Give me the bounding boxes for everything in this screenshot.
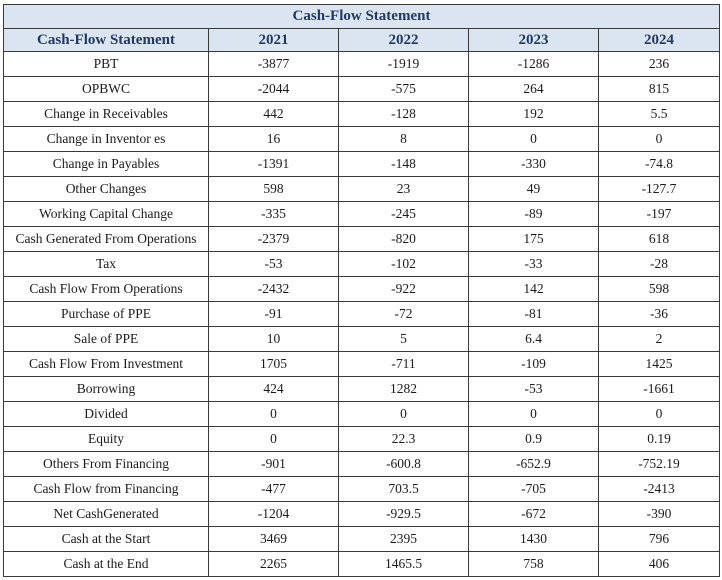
table-body [4,52,720,577]
row-label-cell: Change in Payables [4,152,209,177]
value-cell: 0 [339,402,469,427]
row-label-cell: Cash Flow From Operations [4,277,209,302]
row-label-cell: Cash at the End [4,552,209,577]
value-cell: 6.4 [469,327,599,352]
table-title: Cash-Flow Statement [4,5,720,29]
table-row [4,252,720,277]
value-cell: -1204 [209,502,339,527]
row-label-cell: Others From Financing [4,452,209,477]
value-cell: 758 [469,552,599,577]
value-cell: 598 [599,277,720,302]
value-cell: 406 [599,552,720,577]
value-cell: -33 [469,252,599,277]
row-label-cell: Borrowing [4,377,209,402]
table-row [4,427,720,452]
value-cell: -197 [599,202,720,227]
value-cell: 22.3 [339,427,469,452]
table-row [4,127,720,152]
value-cell: 2265 [209,552,339,577]
row-label-cell: PBT [4,52,209,77]
table-row [4,77,720,102]
value-cell: 5.5 [599,102,720,127]
row-label-cell: Cash at the Start [4,527,209,552]
header-row [4,29,720,52]
value-cell: -72 [339,302,469,327]
table-row [4,527,720,552]
table-row [4,152,720,177]
row-label-cell: Purchase of PPE [4,302,209,327]
table-row [4,352,720,377]
value-cell: -477 [209,477,339,502]
value-cell: -109 [469,352,599,377]
value-cell: -600.8 [339,452,469,477]
value-cell: -2044 [209,77,339,102]
value-cell: 192 [469,102,599,127]
value-cell: 0 [209,427,339,452]
value-cell: 0.9 [469,427,599,452]
value-cell: -53 [209,252,339,277]
value-cell: 236 [599,52,720,77]
value-cell: -922 [339,277,469,302]
value-cell: -2413 [599,477,720,502]
table-row [4,377,720,402]
table-row [4,402,720,427]
value-cell: 598 [209,177,339,202]
row-label-cell: Divided [4,402,209,427]
value-cell: 2 [599,327,720,352]
value-cell: 703.5 [339,477,469,502]
value-cell: 815 [599,77,720,102]
table-row [4,52,720,77]
row-label-cell: Cash Flow From Investment [4,352,209,377]
table-row [4,552,720,577]
table-row [4,202,720,227]
value-cell: 0 [209,402,339,427]
value-cell: -390 [599,502,720,527]
value-cell: -102 [339,252,469,277]
value-cell: -3877 [209,52,339,77]
value-cell: -672 [469,502,599,527]
value-cell: -929.5 [339,502,469,527]
row-label-cell: Tax [4,252,209,277]
value-cell: -1391 [209,152,339,177]
value-cell: 16 [209,127,339,152]
value-cell: -127.7 [599,177,720,202]
row-label-cell: OPBWC [4,77,209,102]
value-cell: 618 [599,227,720,252]
value-cell: -820 [339,227,469,252]
row-label-cell: Sale of PPE [4,327,209,352]
cash-flow-table [3,4,720,577]
value-cell: 1465.5 [339,552,469,577]
value-cell: 2395 [339,527,469,552]
value-cell: -28 [599,252,720,277]
table-row [4,277,720,302]
row-label-cell: Cash Generated From Operations [4,227,209,252]
header-cell-2024: 2024 [599,29,720,52]
value-cell: -752.19 [599,452,720,477]
row-label-cell: Cash Flow from Financing [4,477,209,502]
value-cell: 0 [599,127,720,152]
table-row [4,452,720,477]
value-cell: 10 [209,327,339,352]
row-label-cell: Working Capital Change [4,202,209,227]
title-row [4,5,720,29]
header-cell-2021: 2021 [209,29,339,52]
cash-flow-table-container [3,4,719,577]
value-cell: 1705 [209,352,339,377]
value-cell: -148 [339,152,469,177]
value-cell: 1425 [599,352,720,377]
value-cell: -53 [469,377,599,402]
table-row [4,502,720,527]
value-cell: 442 [209,102,339,127]
value-cell: -652.9 [469,452,599,477]
value-cell: 5 [339,327,469,352]
value-cell: 8 [339,127,469,152]
value-cell: 0 [599,402,720,427]
value-cell: 3469 [209,527,339,552]
value-cell: 0 [469,402,599,427]
value-cell: -2379 [209,227,339,252]
value-cell: -89 [469,202,599,227]
value-cell: 23 [339,177,469,202]
value-cell: -91 [209,302,339,327]
value-cell: -1919 [339,52,469,77]
value-cell: 424 [209,377,339,402]
value-cell: -1286 [469,52,599,77]
value-cell: -36 [599,302,720,327]
value-cell: 49 [469,177,599,202]
value-cell: -330 [469,152,599,177]
row-label-cell: Other Changes [4,177,209,202]
table-row [4,102,720,127]
value-cell: 142 [469,277,599,302]
value-cell: 1282 [339,377,469,402]
value-cell: -705 [469,477,599,502]
value-cell: 0.19 [599,427,720,452]
value-cell: 0 [469,127,599,152]
value-cell: -901 [209,452,339,477]
value-cell: -245 [339,202,469,227]
header-cell-label: Cash-Flow Statement [4,29,209,52]
value-cell: 175 [469,227,599,252]
row-label-cell: Change in Receivables [4,102,209,127]
table-row [4,227,720,252]
value-cell: -335 [209,202,339,227]
value-cell: -2432 [209,277,339,302]
value-cell: -1661 [599,377,720,402]
table-row [4,302,720,327]
value-cell: -74.8 [599,152,720,177]
value-cell: -575 [339,77,469,102]
table-row [4,327,720,352]
header-cell-2023: 2023 [469,29,599,52]
value-cell: 1430 [469,527,599,552]
row-label-cell: Net CashGenerated [4,502,209,527]
table-row [4,177,720,202]
value-cell: -711 [339,352,469,377]
value-cell: -128 [339,102,469,127]
row-label-cell: Equity [4,427,209,452]
value-cell: -81 [469,302,599,327]
table-row [4,477,720,502]
value-cell: 264 [469,77,599,102]
value-cell: 796 [599,527,720,552]
header-cell-2022: 2022 [339,29,469,52]
row-label-cell: Change in Inventor es [4,127,209,152]
